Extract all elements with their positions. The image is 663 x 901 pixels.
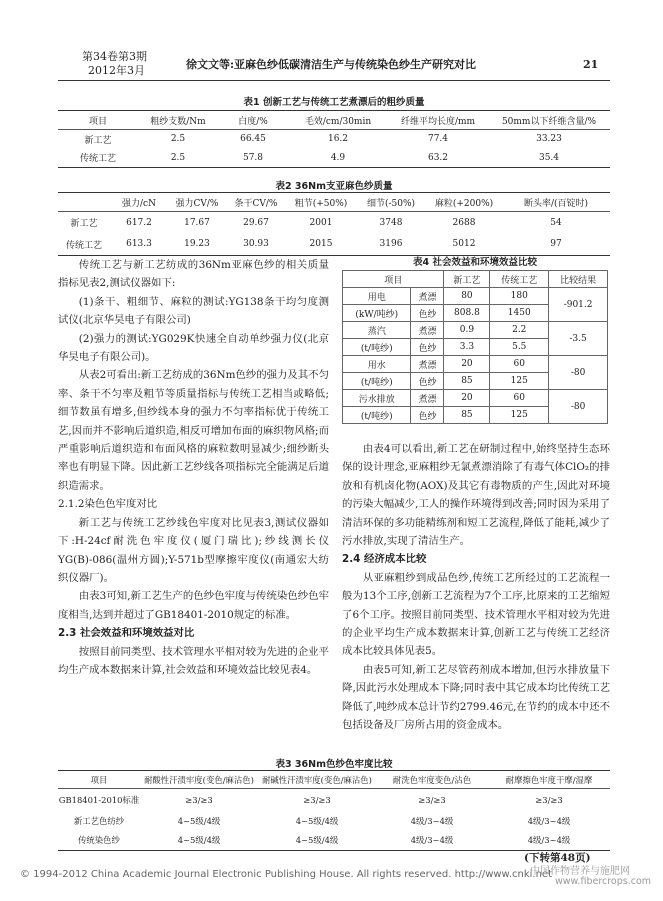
table-row [343,356,608,373]
table1-header: 毛效/cm/30min [304,116,372,127]
table4-cell: 色纱 [411,339,444,356]
table4-result: -901.2 [549,288,608,322]
continued-note: (下转第48页) [524,852,591,864]
table2-cell: 29.67 [243,217,269,228]
table2-header: 麻粒(+200%) [434,198,494,209]
table4-unit: (t/吨纱) [343,373,411,390]
section-heading: 2.4 经济成本比较 [342,553,427,566]
table3-cell: 4~5级/4级 [177,815,221,826]
table-row [343,390,608,407]
table2-cell: 30.93 [243,239,269,250]
table4-result: -80 [549,390,608,424]
table4-unit: (t/吨纱) [343,339,411,356]
paragraph: 从表2可看出:新工艺纺成的36Nm色纱的强力及其不匀率、条干不匀率及粗节等质量指标与传统工艺相当或略低;细节数虽有增多,但纱线本身的强力不匀率指标优于传统工艺,因而并不影响后道织造,相反可增加布面的麻织物风格;而严重影响后道织造和布面风格的麻粒数明显减少;细纱断头率也有明显下降。因此新工艺纱线各项指标完全能满足后道织造需求。 [58,369,329,492]
table1-cell: 35.4 [538,152,560,163]
table2-cell: 617.2 [126,217,152,228]
table4-item: 蒸汽 [343,322,411,339]
table2-cell: 3196 [379,239,403,250]
table-row [58,130,610,149]
paragraph: (2)强力的测试:YG029K快速全自动单纱强力仪(北京华昊电子有限公司)。 [58,332,329,364]
table4-cell: 808.8 [444,305,490,322]
section-heading: 2.3 社会效益和环境效益对比 [58,627,195,640]
table-row [58,149,610,168]
table4-header: 传统工艺 [490,271,549,288]
table2-header: 强力/cN [122,198,156,209]
table2-cell: 17.67 [184,217,210,228]
paragraph: 按照目前同类型、技术管理水平相对较为先进的企业平均生产成本数据来计算,社会效益和环境效益比较见表4。 [58,645,329,676]
table4-cell: 125 [490,407,549,424]
table3-header: 项目 [90,774,108,785]
section-heading: 2.1.2染色色牢度对比 [58,498,158,511]
table-row [343,288,608,305]
table4-cell: 80 [444,288,490,305]
table3 [58,770,610,851]
table1-cell: 66.45 [240,134,266,145]
paragraph: 新工艺与传统工艺纱线色牢度对比见表3,测试仪器如下:H-24cf耐洗色牢度仪(厦门瑞比);纱线测长仪YG(B)-086(温州方圆);Y-571b型摩擦牢度仪(南通宏大纺织仪器厂)。 [58,516,329,584]
journal-volume: 第34卷第3期 [82,50,147,63]
table3-caption: 表3 36Nm色纱色牢度比较 [275,759,393,770]
table3-cell: ≥3/≥3 [185,794,213,805]
table2-cell: 19.23 [184,239,210,250]
paragraph: 传统工艺与新工艺纺成的36Nm亚麻色纱的相关质量指标见表2,测试仪器如下: [58,259,329,290]
table4-cell: 85 [444,407,490,424]
table4-cell: 20 [444,356,490,373]
table3-cell: ≥3/≥3 [535,794,563,805]
table1-header: 项目 [88,116,107,127]
running-title: 徐文文等:亚麻色纱低碳清洁生产与传统染色纱生产研究对比 [186,58,477,71]
table2-cell: 新工艺 [70,219,98,230]
table4-cell: 3.3 [444,339,490,356]
table4-cell: 0.9 [444,322,490,339]
table1-header: 50mm以下纤维含量/% [501,116,597,127]
table4-cell: 色纱 [411,305,444,322]
table2-header: 粗节(+50%) [294,198,348,209]
table3-cell: 4级/3~4级 [527,815,571,826]
table3-cell: 传统染色纱 [78,835,120,846]
watermark-url: www.fibercrops.com [555,876,652,887]
table3-cell: 4~5级/4级 [295,835,339,846]
table1-caption: 表1 创新工艺与传统工艺煮漂后的粗纱质量 [243,97,425,108]
table4-unit: (kW/吨纱) [343,305,411,322]
table3-header: 耐碱性汗渍牢度(变色/麻沾色) [262,774,372,785]
table4-cell: 煮漂 [411,288,444,305]
table3-header: 耐摩擦色牢度干摩/湿摩 [505,774,593,785]
table4-item: 用水 [343,356,411,373]
table3-cell: 4级/3~4级 [410,835,454,846]
table2-caption: 表2 36Nm支亚麻色纱质量 [275,181,393,192]
table1-header: 白度/% [238,116,268,127]
table1-header: 粗纱支数/Nm [150,116,206,127]
table1-header: 纤维平均长度/mm [400,116,476,127]
table4-caption: 表4 社会效益和环境效益比较 [413,257,537,268]
table1-cell: 16.2 [327,134,349,145]
table1-cell: 4.9 [330,152,346,163]
table-row [343,322,608,339]
table-row [58,789,610,811]
paragraph: 由表4可以看出,新工艺在研制过程中,始终坚持生态环保的设计理念,亚麻粗纱无氯煮漂消除了有毒气体ClO₂的排放和有机卤化物(AOX)及其它有毒物质的产生,因此对环境的污染大幅减少,工人的操作环境得到改善;同时因为采用了清洁环保的多功能精练剂和短工艺流程,降低了能耗,减少了污水排放,实现了清洁生产。 [342,443,610,548]
table-row [58,234,610,256]
table2-header: 强力CV/% [175,198,219,209]
table2-cell: 97 [550,239,562,250]
table1-cell: 传统工艺 [79,154,116,165]
table4-item: 污水排放 [343,390,411,407]
table2 [58,192,610,256]
table2-cell: 3748 [379,217,403,228]
paragraph: (1)条干、粗细节、麻粒的测试:YG138条干均匀度测试仪(北京华昊电子有限公司) [58,295,329,327]
table2-header: 条干CV/% [234,198,278,209]
table4 [342,270,608,424]
table2-cell: 613.3 [126,239,152,250]
table4-cell: 1450 [490,305,549,322]
table1-cell: 57.8 [242,152,264,163]
page-number: 21 [583,58,599,71]
table4-cell: 色纱 [411,407,444,424]
table2-cell: 2001 [309,217,333,228]
header-rule [58,80,610,81]
table4-header: 比较结果 [549,271,608,288]
table2-cell: 54 [550,217,562,228]
table4-cell: 煮漂 [411,356,444,373]
table4-cell: 5.5 [490,339,549,356]
table-row [58,212,610,234]
table4-item: 用电 [343,288,411,305]
table2-cell: 传统工艺 [65,240,102,251]
table3-cell: 4~5级/4级 [295,815,339,826]
table1 [58,110,610,168]
table4-cell: 60 [490,390,549,407]
table2-cell: 2015 [309,239,333,250]
table4-cell: 125 [490,373,549,390]
table2-header: 细节(-50%) [366,198,416,209]
table4-cell: 煮漂 [411,322,444,339]
table3-cell: 新工艺色纺纱 [73,815,125,826]
table2-header [58,193,110,212]
table1-cell: 33.23 [536,134,562,145]
table3-cell: 4级/3~4级 [410,815,454,826]
table4-header: 新工艺 [444,271,490,288]
table2-header: 断头率/(百锭时) [523,198,589,209]
table4-cell: 85 [444,373,490,390]
table4-cell: 煮漂 [411,390,444,407]
table3-cell: 4级/3~4级 [527,835,571,846]
table4-header: 项目 [343,271,444,288]
table-row [58,831,610,851]
table4-cell: 2.2 [490,322,549,339]
table3-cell: ≥3/≥3 [303,794,331,805]
left-column [58,256,329,679]
table4-result: -3.5 [549,322,608,356]
table4-unit: (t/吨纱) [343,407,411,424]
table1-cell: 2.5 [170,134,186,145]
table4-cell: 色纱 [411,373,444,390]
table3-cell: ≥3/≥3 [418,794,446,805]
paragraph: 由表3可知,新工艺生产的色纱色牢度与传统染色纱色牢度相当,达到并超过了GB18401-2010规定的标准。 [58,590,329,621]
right-column [342,440,610,735]
copyright-footer: © 1994-2012 China Academic Journal Electronic Publishing House. All rights reserved. http://www.cnki.net [20,869,552,880]
table4-cell: 20 [444,390,490,407]
table3-cell: 4~5级/4级 [177,835,221,846]
table4-result: -80 [549,356,608,390]
table2-cell: 5012 [452,239,476,250]
paragraph: 从亚麻粗纱到成品色纱,传统工艺所经过的工艺流程一般为13个工序,创新工艺流程为7个工序,比原来的工艺缩短了6个工序。按照目前同类型、技术管理水平相对较为先进的企业平均生产成本数据来计算,创新工艺与传统工艺经济成本比较具体见表5。 [342,571,610,658]
table1-cell: 63.2 [427,152,449,163]
table1-cell: 2.5 [170,152,186,163]
table2-cell: 2688 [452,217,476,228]
table1-cell: 新工艺 [84,135,112,146]
journal-date: 2012年3月 [88,64,145,77]
table1-cell: 77.4 [427,134,449,145]
table3-header: 耐洗色牢度变色/沾色 [392,774,472,785]
table4-cell: 60 [490,356,549,373]
table4-cell: 180 [490,288,549,305]
paragraph: 由表5可知,新工艺尽管药剂成本增加,但污水排放量下降,因此污水处理成本下降;同时表中其它成本均比传统工艺降低了,吨纱成本总计节约2799.46元,在节约的成本中还不包括设备及厂房所占用的资金成本。 [342,663,610,732]
table3-header: 耐酸性汗渍牢度(变色/麻沾色) [144,774,254,785]
table3-cell: GB18401-2010标准 [58,794,140,805]
watermark-text: 中国作物营养与施肥网 [530,866,630,877]
table-row [58,811,610,831]
